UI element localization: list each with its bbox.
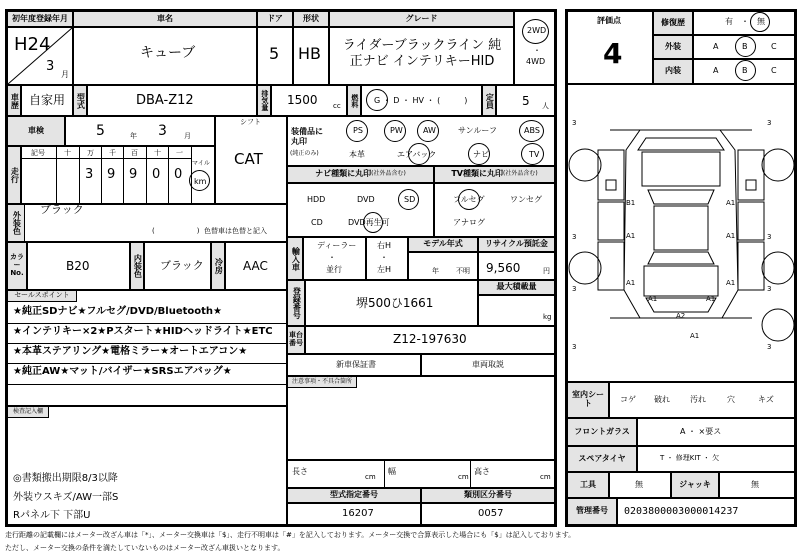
sales-line-0: ★純正SDナビ★フルセグ/DVD/Bluetooth★: [13, 306, 223, 317]
fuel-value: G ・ D ・ HV ・ ( ): [374, 96, 468, 105]
mark-0: 3: [572, 119, 577, 127]
mark-a2: A2: [676, 312, 686, 320]
notes-label: 注意事項・不具合箇所: [291, 377, 352, 385]
type-no-label: 型式指定番号: [330, 490, 378, 500]
seat-label: 室内シート: [572, 390, 604, 408]
drive-dot: ・: [533, 46, 541, 55]
import-left: 左H: [377, 265, 392, 274]
equip-tv: TV: [529, 150, 540, 159]
usage-label: 車歴: [10, 92, 20, 109]
seat-item-4: キズ: [758, 395, 774, 404]
height-label: 高さ: [474, 467, 490, 476]
capacity-value: 5: [522, 94, 530, 108]
equip-navi: ナビ: [473, 150, 489, 159]
recycle-yen: 円: [543, 267, 550, 275]
mileage-unit-1: 万: [87, 149, 94, 157]
spare-header: [567, 446, 637, 472]
navi-hdd: HDD: [307, 195, 326, 204]
import-dealer: ディーラー: [317, 241, 357, 250]
recycle-label: リサイクル預託金: [485, 239, 548, 249]
navi-cd: CD: [311, 218, 323, 227]
capacity-label: 定員: [485, 92, 495, 109]
seat-item-0: コゲ: [620, 395, 636, 404]
width-cm: cm: [458, 473, 469, 481]
shift-label: シフト: [240, 118, 261, 126]
model-year-label: モデル年式: [423, 239, 463, 249]
navi-sub: (社外品含む): [371, 170, 406, 178]
mgmt-value: 0203800003000014237: [624, 506, 739, 517]
repair-label: 修復歴: [661, 17, 685, 27]
grade-label: グレード: [405, 13, 438, 23]
equipment-sub: (純正のみ): [290, 150, 319, 157]
color-paren: ( ): [152, 227, 200, 235]
jack-header: [671, 472, 719, 498]
era-value: H24: [14, 34, 51, 55]
navi-label: ナビ種類に丸印: [315, 169, 372, 179]
interior-label: 内装: [665, 66, 681, 76]
equip-sunroof: サンルーフ: [458, 126, 497, 135]
mark-1: 3: [767, 119, 772, 127]
mgmt-label: 管理番号: [576, 506, 608, 516]
mileage-digit-3: 0: [152, 167, 161, 182]
tv-label: TV種類に丸印: [451, 169, 503, 179]
interior-b: B: [742, 66, 748, 75]
tools-value: 無: [635, 480, 643, 489]
spare-value: T ・ 修理KIT ・ 欠: [660, 454, 720, 462]
mileage-digit-0: 3: [85, 167, 94, 182]
new-warranty-label: 新車保証書: [336, 360, 376, 369]
int-color-value: ブラック: [160, 259, 204, 272]
interior-a: A: [713, 66, 719, 75]
drive-2wd: 2WD: [527, 26, 547, 35]
mileage-sign-label: 記号: [31, 149, 45, 157]
sales-line-2: ★本革ステアリング★電格ミラー★オートエアコン★: [13, 346, 248, 357]
mark-5: 3: [767, 285, 772, 293]
load-label: 最大積載量: [496, 282, 537, 292]
mark-2: 3: [572, 233, 577, 241]
tv-oneseg: ワンセグ: [510, 195, 542, 204]
name-label: 車名: [157, 13, 173, 23]
inspector-label: 検査記入欄: [12, 407, 43, 415]
score-label: 評価点: [597, 16, 621, 25]
mark-7: 3: [767, 343, 772, 351]
shape-value: HB: [298, 44, 322, 63]
class-no-value: 0057: [478, 508, 504, 519]
note-line-1: 外装ウスキズ/AW一部S: [13, 492, 119, 503]
mileage-unit-5: 一: [176, 149, 183, 157]
equip-leather: 本革: [349, 150, 365, 159]
seat-header: [567, 382, 609, 418]
note-line-2: Rパネル下 下部U: [13, 510, 91, 521]
footer-line-1: 走行距離の記載欄にはメーター改ざん車は「*」、メーター交換車は「$」、走行不明車は「#」を記入しております。メーター交換で合算表示した場合にも「$」は記入しております。: [5, 531, 576, 539]
import-label: 輸入車: [291, 246, 301, 271]
import-right: 右H: [377, 241, 392, 250]
usage-value: 自家用: [29, 93, 66, 107]
navi-sd: SD: [404, 195, 416, 204]
exterior-label: 外装: [665, 41, 681, 51]
sales-line-1: ★インテリキー×2★Pスタート★HIDヘッドライト★ETC: [13, 326, 273, 337]
seat-item-1: 破れ: [654, 395, 670, 404]
glass-label: フロントガラス: [574, 426, 630, 436]
mileage-unit-0: 十: [64, 149, 71, 157]
mark-6: 3: [572, 343, 577, 351]
color-note: 色替車は色替と記入: [204, 227, 267, 235]
mileage-mile-label: マイル: [192, 160, 210, 167]
tv-fullseg: フルセグ: [453, 195, 485, 204]
cc-unit: cc: [333, 102, 341, 110]
ac-label: 冷房: [214, 258, 224, 274]
jack-value: 無: [751, 480, 759, 489]
exterior-a: A: [713, 42, 719, 51]
shape-label: 形状: [303, 13, 319, 23]
exterior-c: C: [771, 42, 777, 51]
registration-value: 堺500ひ1661: [356, 296, 434, 310]
mileage-unit-3: 百: [131, 149, 138, 157]
mileage-label: 走行: [10, 167, 20, 183]
recycle-value: 9,560: [486, 261, 521, 275]
score-value: 4: [603, 37, 623, 70]
inspection-year: 5: [96, 123, 105, 139]
sales-line-3: ★純正AW★マット/バイザー★SRSエアバッグ★: [13, 366, 232, 377]
glass-header: [567, 418, 637, 446]
color-no-label: カラーNo.: [10, 253, 24, 277]
mark-a1-4: A1: [726, 279, 736, 287]
equip-airbag: エアバック: [397, 150, 437, 159]
equipment-label: 装備品に丸印: [291, 127, 323, 146]
mileage-digit-4: 0: [174, 167, 183, 182]
mileage-digit-1: 9: [107, 167, 116, 182]
chassis-label: 車台番号: [289, 331, 303, 347]
fuel-label: 燃料: [350, 93, 359, 108]
import-dot-2: ・: [380, 253, 388, 262]
interior-c: C: [771, 66, 777, 75]
shift-value: CAT: [234, 150, 263, 168]
footer-line-2: ただし、メーター交換の条件を満たしていないものはメーター改ざん車扱いとなります。: [5, 544, 285, 552]
mark-3: 3: [767, 233, 772, 241]
int-color-label: 内装色: [133, 254, 143, 278]
height-cm: cm: [540, 473, 551, 481]
reg-month-value: 3: [46, 59, 55, 74]
equip-ps: PS: [353, 126, 363, 135]
repair-yes: 有: [725, 17, 733, 26]
model-year-unknown: 不明: [456, 267, 470, 275]
load-kg: kg: [543, 313, 552, 321]
mileage-unit-2: 千: [109, 149, 116, 157]
navi-dvd: DVD: [357, 195, 375, 204]
repair-no: 無: [757, 17, 765, 26]
mgmt-header: [567, 498, 617, 525]
door-label: ドア: [267, 13, 283, 23]
seat-item-3: 穴: [727, 395, 735, 404]
mileage-digit-2: 9: [129, 167, 138, 182]
model-label: 型式: [76, 92, 86, 109]
glass-value: A ・ ×要ス: [680, 427, 722, 436]
tools-label: 工具: [580, 479, 596, 489]
color-label: 外装色: [12, 211, 22, 235]
displacement-value: 1500: [287, 93, 318, 107]
inspection-year-unit: 年: [130, 132, 137, 140]
displacement-label: 排気量: [260, 90, 269, 111]
mark-a1-7: A1: [690, 332, 700, 340]
type-no-value: 16207: [342, 508, 374, 519]
chassis-value: Z12-197630: [393, 332, 467, 346]
equip-abs: ABS: [524, 126, 540, 135]
inspection-month: 3: [158, 123, 167, 139]
ac-value: AAC: [243, 259, 268, 273]
import-dot-1: ・: [328, 253, 336, 262]
equip-aw: AW: [423, 126, 436, 135]
exterior-b: B: [742, 42, 748, 51]
mileage-unit-4: 十: [154, 149, 161, 157]
length-label: 長さ: [292, 467, 308, 476]
note-line-0: ◎書類搬出期限8/3以降: [13, 473, 118, 484]
sales-label: セールスポイント: [14, 291, 70, 300]
jack-label: ジャッキ: [679, 479, 711, 489]
mark-b1: B1: [626, 199, 636, 207]
import-parallel: 並行: [326, 265, 342, 274]
manual-label: 車両取説: [472, 360, 504, 369]
seat-item-2: 汚れ: [690, 395, 706, 404]
reg-month-unit: 月: [61, 70, 69, 79]
mark-a1-6: A1: [706, 295, 716, 303]
mark-4: 3: [572, 285, 577, 293]
width-label: 幅: [388, 467, 396, 476]
grade-value: ライダーブラックライン 純正ナビ インテリキーHID: [342, 38, 502, 70]
color-value: ブラック: [40, 203, 84, 216]
model-value: DBA-Z12: [136, 93, 194, 108]
doors-value: 5: [269, 44, 280, 63]
spare-label: スペアタイヤ: [578, 453, 626, 463]
mark-a1-0: A1: [726, 199, 736, 207]
registration-label: 登録番号: [292, 287, 302, 319]
mark-a1-2: A1: [726, 232, 736, 240]
repair-dot: ・: [741, 17, 749, 26]
navi-dvd-play: DVD再生可: [348, 218, 390, 227]
model-year-unit: 年: [432, 267, 439, 275]
first-reg-label: 初年度登録年月: [12, 13, 68, 23]
inspection-month-unit: 月: [184, 132, 191, 140]
persons-unit: 人: [542, 102, 549, 110]
tools-header: [567, 472, 609, 498]
drive-4wd: 4WD: [526, 57, 546, 66]
inspection-label: 車検: [28, 125, 44, 135]
mark-a1-1: A1: [626, 232, 636, 240]
tv-analog: アナログ: [453, 218, 485, 227]
equip-pw: PW: [390, 126, 403, 135]
length-cm: cm: [365, 473, 376, 481]
car-name-value: キューブ: [140, 45, 196, 61]
mark-a1-3: A1: [626, 279, 636, 287]
mileage-km: km: [194, 177, 207, 186]
mark-a1-5: A1: [648, 295, 658, 303]
tv-sub: (社外品含む): [502, 170, 538, 178]
class-no-label: 類別区分番号: [464, 490, 512, 500]
color-no-value: B20: [66, 259, 90, 273]
